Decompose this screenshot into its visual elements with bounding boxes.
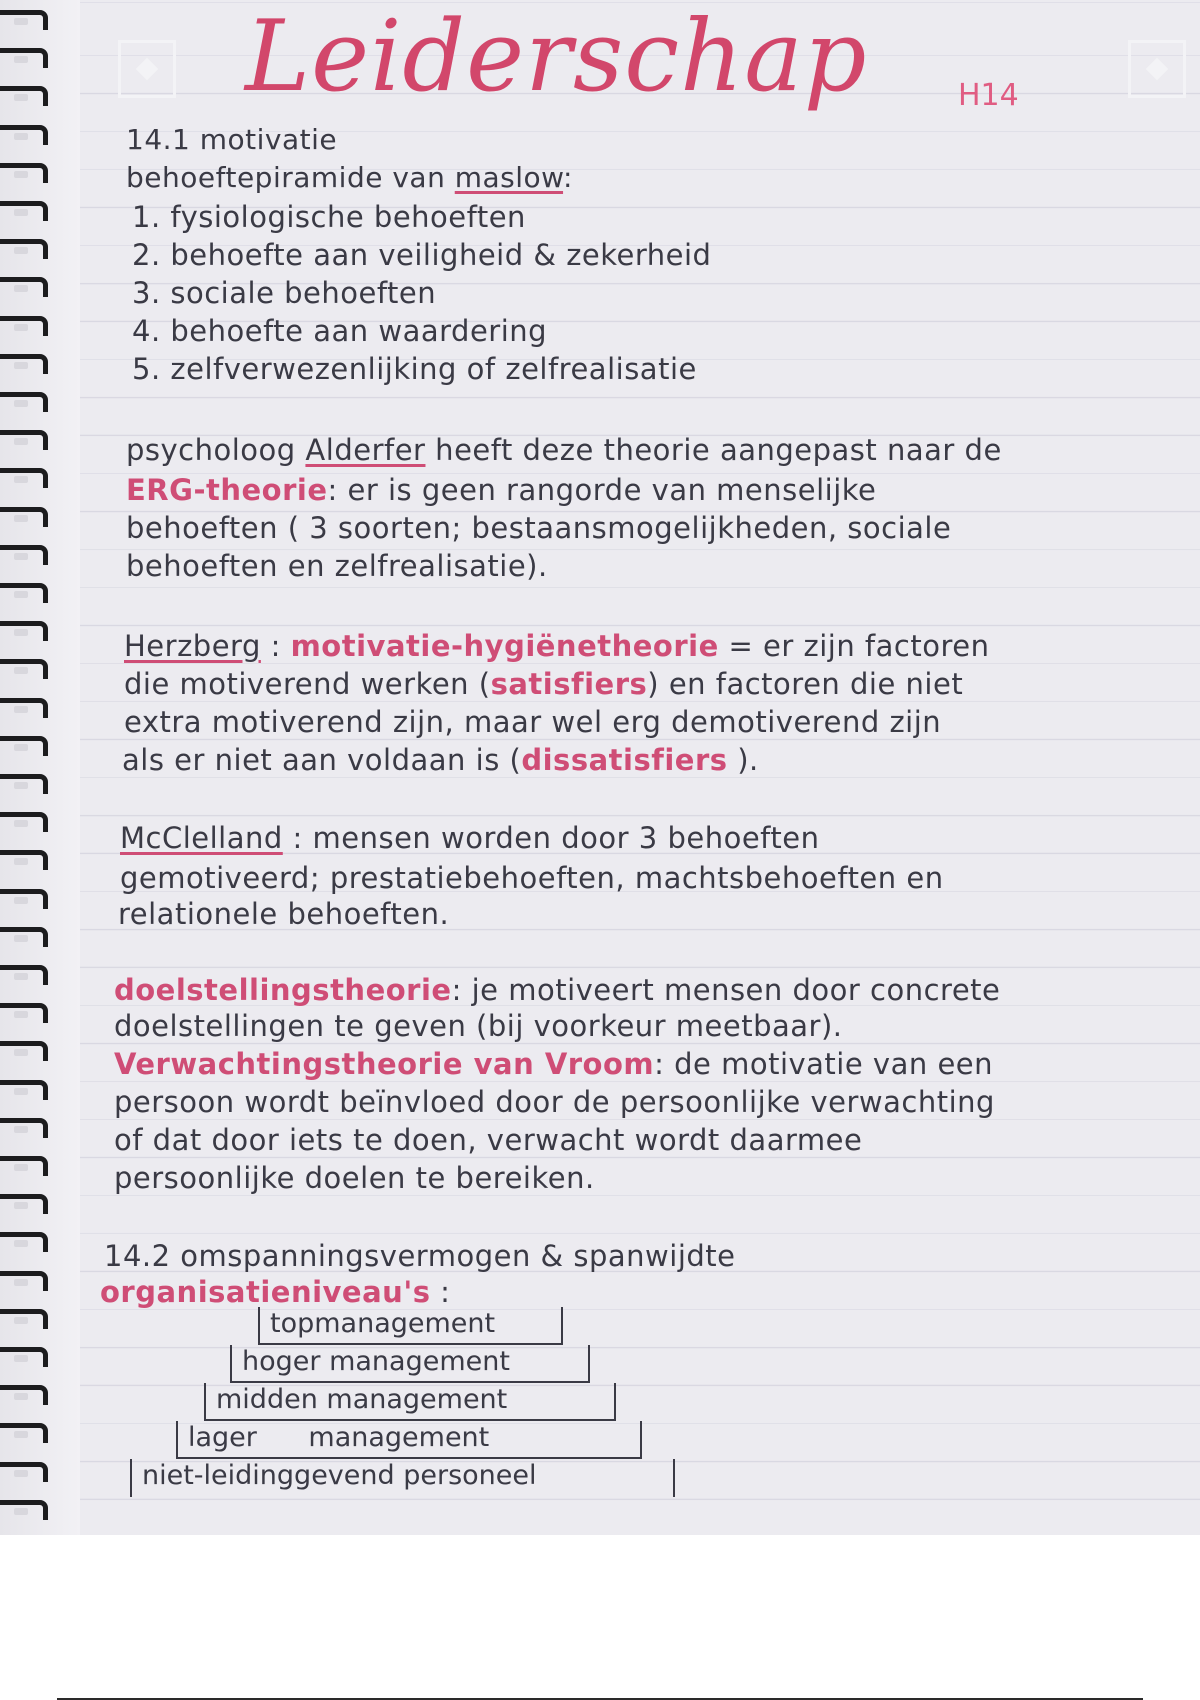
spiral-ring	[0, 86, 48, 106]
spiral-ring	[0, 239, 48, 259]
erg-theory-term: ERG-theorie	[126, 473, 328, 507]
herzberg-line-4	[122, 742, 759, 778]
spiral-ring	[0, 736, 48, 756]
spiral-ring	[0, 392, 48, 412]
maslow-name: maslow	[454, 161, 564, 194]
spiral-ring	[0, 698, 48, 718]
spiral-ring	[0, 812, 48, 832]
pyramid-level-niet-leidinggevend: niet-leidinggevend personeel	[130, 1459, 675, 1497]
spiral-ring	[0, 621, 48, 641]
mcclelland-name: McClelland	[120, 821, 283, 855]
section-heading-motivatie: 14.1 motivatie	[126, 123, 338, 156]
maslow-prefix: behoeftepiramide van	[126, 161, 455, 194]
spiral-ring	[0, 965, 48, 985]
doelstelling-line-1	[114, 972, 1000, 1008]
spiral-ring	[0, 850, 48, 870]
spiral-ring	[0, 1347, 48, 1367]
herzberg-line-4-suffix: ).	[727, 743, 759, 777]
spiral-ring	[0, 1194, 48, 1214]
vroom-line-1-rest: : de motivatie van een	[654, 1047, 994, 1081]
spiral-ring	[0, 468, 48, 488]
vroom-line-2: persoon wordt beïnvloed door de persoonlijke verwachting	[114, 1085, 995, 1119]
alderfer-line-2	[126, 472, 876, 508]
list-item: 5. zelfverwezenlijking of zelfrealisatie	[132, 352, 697, 386]
vroom-line-1	[114, 1046, 993, 1082]
herzberg-sep: :	[260, 629, 291, 663]
list-item: 3. sociale behoeften	[132, 276, 437, 310]
mcclelland-line-2: gemotiveerd; prestatiebehoeften, machtsbehoeften en	[120, 861, 944, 895]
spiral-ring	[0, 583, 48, 603]
spiral-ring	[0, 125, 48, 145]
spiral-ring	[0, 507, 48, 527]
herzberg-line-3: extra motiverend zijn, maar wel erg demotiverend zijn	[124, 705, 942, 739]
spiral-ring	[0, 774, 48, 794]
herzberg-term: motivatie-hygiënetheorie	[290, 629, 719, 663]
spiral-ring	[0, 545, 48, 565]
maslow-suffix: :	[563, 161, 573, 194]
spiral-ring	[0, 1500, 48, 1520]
alderfer-line-4: behoeften en zelfrealisatie).	[126, 549, 548, 583]
doelstellingstheorie-term: doelstellingstheorie	[114, 973, 452, 1007]
organisatieniveaus-suffix: :	[430, 1275, 451, 1309]
vroom-term: Verwachtingstheorie van Vroom	[114, 1047, 655, 1081]
spiral-ring	[0, 889, 48, 909]
spiral-ring	[0, 354, 48, 374]
page-corner-marker-icon	[1128, 40, 1186, 98]
maslow-needs-list	[132, 198, 711, 388]
spiral-ring	[0, 1080, 48, 1100]
spiral-ring	[0, 1156, 48, 1176]
herzberg-line-1-rest: = er zijn factoren	[718, 629, 990, 663]
spiral-ring	[0, 1232, 48, 1252]
mcclelland-line-1	[120, 820, 819, 856]
pyramid-level-hoger-management: hoger management	[230, 1345, 590, 1383]
spiral-ring	[0, 430, 48, 450]
spiral-binding	[0, 0, 80, 1535]
organisation-levels-pyramid	[130, 1307, 690, 1507]
doelstelling-line-1-rest: : je motiveert mensen door concrete	[451, 973, 1001, 1007]
organisatieniveaus-term: organisatieniveau's	[100, 1275, 431, 1309]
vroom-line-3: of dat door iets te doen, verwacht wordt daarmee	[114, 1123, 863, 1157]
alderfer-line-2-rest: : er is geen rangorde van menselijke	[327, 473, 877, 507]
pyramid-level-lager-management	[176, 1421, 642, 1459]
spiral-ring	[0, 1462, 48, 1482]
spiral-ring	[0, 48, 48, 68]
chapter-code: H14	[958, 78, 1019, 113]
spiral-ring	[0, 1385, 48, 1405]
herzberg-line-2-prefix: die motiverend werken (	[124, 667, 491, 701]
mcclelland-line-1-rest: : mensen worden door 3 behoeften	[282, 821, 820, 855]
spiral-ring	[0, 316, 48, 336]
pyramid-level-topmanagement: topmanagement	[258, 1307, 563, 1345]
maslow-line	[126, 160, 573, 196]
spiral-ring	[0, 1423, 48, 1443]
spiral-ring	[0, 1041, 48, 1061]
alderfer-name: Alderfer	[305, 433, 426, 467]
spiral-ring	[0, 1003, 48, 1023]
spiral-ring	[0, 659, 48, 679]
spiral-ring	[0, 1271, 48, 1291]
list-item: 4. behoefte aan waardering	[132, 314, 548, 348]
herzberg-line-1	[124, 628, 989, 664]
spiral-ring	[0, 927, 48, 947]
organisatieniveaus-line	[100, 1274, 450, 1310]
herzberg-line-2	[124, 666, 963, 702]
alderfer-suffix: heeft deze theorie aangepast naar de	[425, 433, 1002, 467]
herzberg-name: Herzberg	[124, 629, 261, 663]
spiral-ring	[0, 1118, 48, 1138]
spiral-ring	[0, 10, 48, 30]
page-title: Leiderschap	[245, 0, 868, 114]
page-corner-marker-icon	[118, 40, 176, 98]
alderfer-line-3: behoeften ( 3 soorten; bestaansmogelijkheden, sociale	[126, 511, 952, 545]
alderfer-line-1	[126, 432, 1002, 468]
list-item: 2. behoefte aan veiligheid & zekerheid	[132, 238, 712, 272]
spiral-ring	[0, 201, 48, 221]
list-item: 1. fysiologische behoeften	[132, 200, 526, 234]
pyramid-level-midden-management: midden management	[204, 1383, 616, 1421]
dissatisfiers-term: dissatisfiers	[521, 743, 728, 777]
pyramid-level-label: lager management	[188, 1422, 490, 1453]
spiral-ring	[0, 163, 48, 183]
mcclelland-line-3: relationele behoeften.	[118, 897, 450, 931]
doelstelling-line-2: doelstellingen te geven (bij voorkeur meetbaar).	[114, 1009, 843, 1043]
vroom-line-4: persoonlijke doelen te bereiken.	[114, 1161, 595, 1195]
herzberg-line-4-prefix: als er niet aan voldaan is (	[122, 743, 522, 777]
spiral-ring	[0, 1309, 48, 1329]
alderfer-prefix: psycholoog	[126, 433, 306, 467]
herzberg-line-2-suffix: ) en factoren die niet	[647, 667, 964, 701]
spiral-ring	[0, 277, 48, 297]
satisfiers-term: satisfiers	[490, 667, 648, 701]
section-heading-omspanningsvermogen: 14.2 omspanningsvermogen & spanwijdte	[104, 1239, 736, 1273]
